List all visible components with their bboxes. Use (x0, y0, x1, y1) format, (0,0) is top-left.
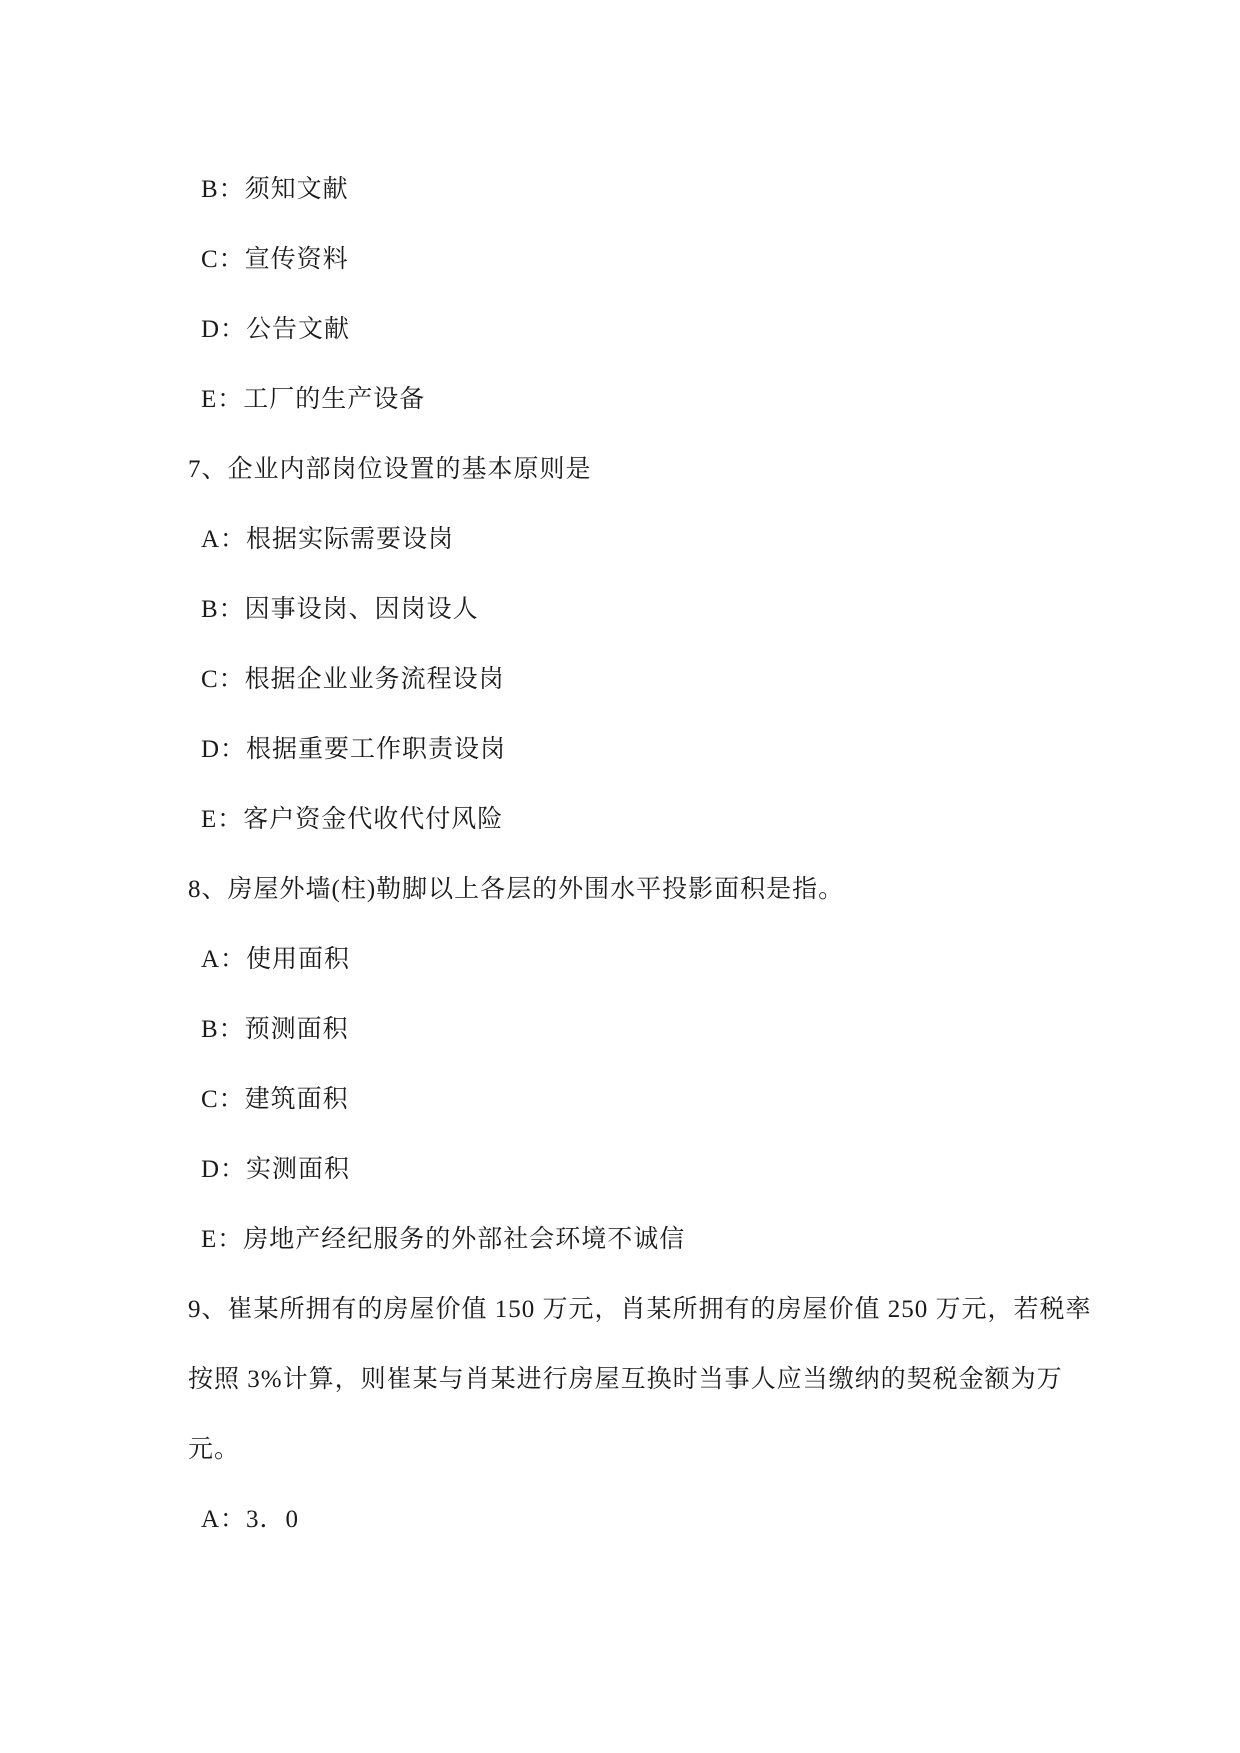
question-6-option-c: C：宣传资料 (201, 246, 349, 273)
question-8-option-d: D：实测面积 (201, 1156, 351, 1183)
question-9-option-a: A：3．0 (201, 1506, 300, 1533)
question-8-stem: 8、房屋外墙(柱)勒脚以上各层的外围水平投影面积是指。 (188, 876, 845, 903)
question-6-option-b: B：须知文献 (201, 176, 349, 203)
question-7-option-a: A：根据实际需要设岗 (201, 526, 455, 553)
question-9-stem-line-3: 元。 (188, 1436, 241, 1463)
question-8-option-e: E：房地产经纪服务的外部社会环境不诚信 (201, 1226, 686, 1253)
question-7-option-e: E：客户资金代收代付风险 (201, 806, 504, 833)
question-9-stem-line-2: 按照 3%计算，则崔某与肖某进行房屋互换时当事人应当缴纳的契税金额为万 (188, 1366, 1063, 1393)
question-7-option-c: C：根据企业业务流程设岗 (201, 666, 505, 693)
question-6-option-d: D：公告文献 (201, 316, 351, 343)
question-8-option-b: B：预测面积 (201, 1016, 349, 1043)
question-8-option-c: C：建筑面积 (201, 1086, 349, 1113)
question-8-option-a: A：使用面积 (201, 946, 351, 973)
question-7-stem: 7、企业内部岗位设置的基本原则是 (188, 456, 592, 483)
question-6-option-e: E：工厂的生产设备 (201, 386, 426, 413)
question-7-option-d: D：根据重要工作职责设岗 (201, 736, 507, 763)
question-7-option-b: B：因事设岗、因岗设人 (201, 596, 479, 623)
question-9-stem-line-1: 9、崔某所拥有的房屋价值 150 万元，肖某所拥有的房屋价值 250 万元，若税率 (188, 1296, 1092, 1323)
